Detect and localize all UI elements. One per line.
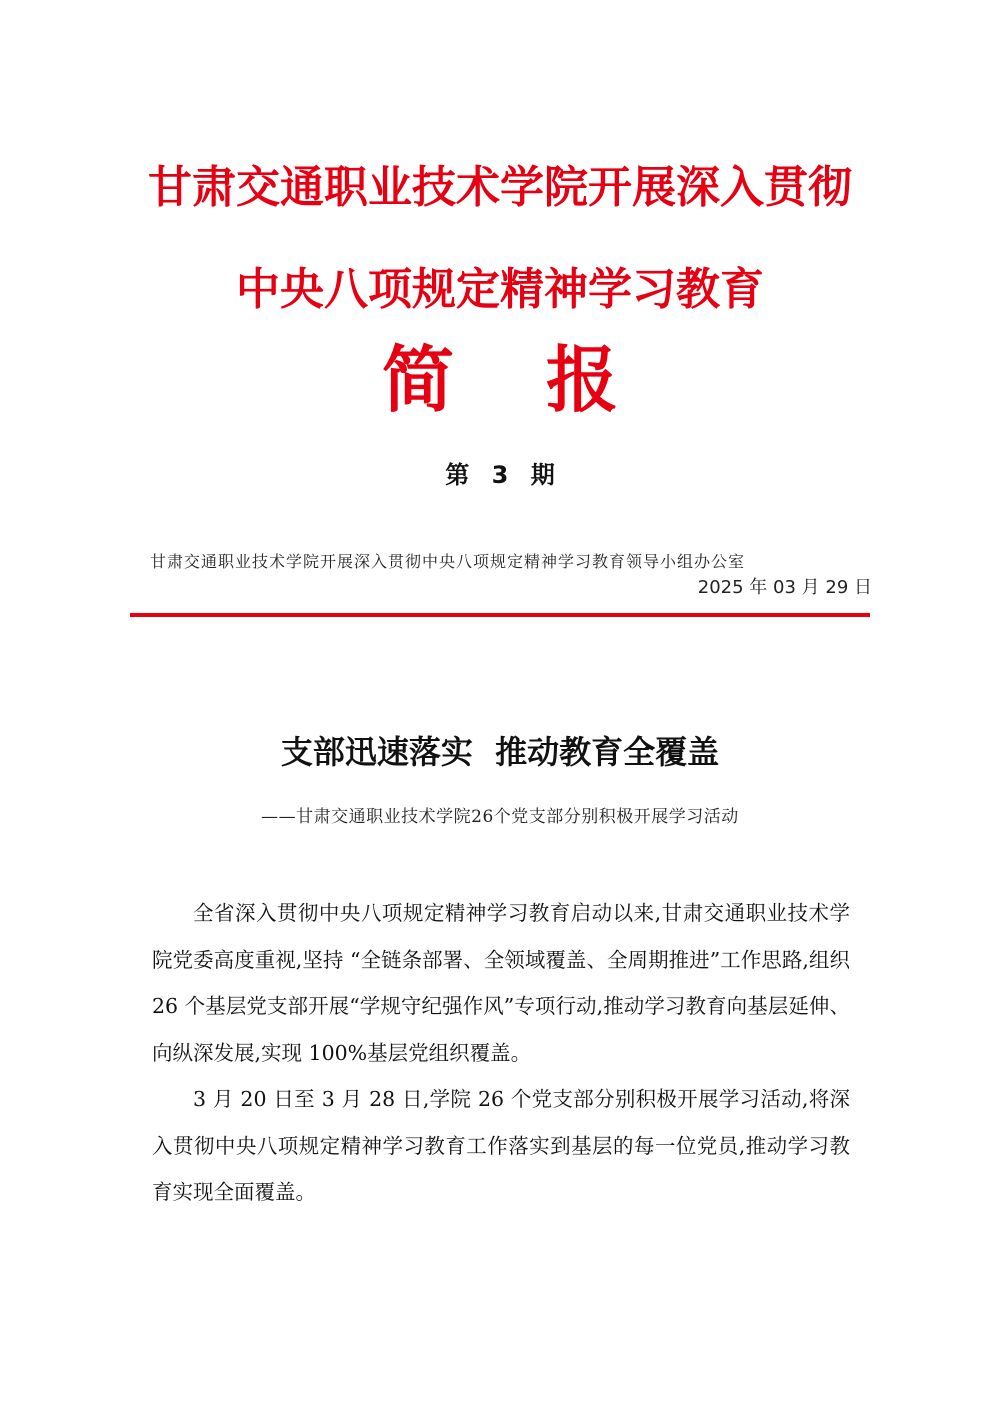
article-title: 支部迅速落实 推动教育全覆盖: [280, 733, 720, 771]
article-body: [152, 890, 850, 1216]
issuer-name: 甘肃交通职业技术学院开展深入贯彻中央八项规定精神学习教育领导小组办公室: [150, 552, 746, 571]
article-subtitle: ——甘肃交通职业技术学院26个党支部分别积极开展学习活动: [261, 807, 739, 827]
masthead-title-line-1: 甘肃交通职业技术学院开展深入贯彻: [148, 162, 852, 213]
issue-date: 2025 年 03 月 29 日: [697, 577, 872, 598]
body-paragraph: 3 月 20 日至 3 月 28 日,学院 26 个党支部分别积极开展学习活动,将深入贯彻中央八项规定精神学习教育工作落实到基层的每一位党员,推动学习教育实现全面覆盖。: [152, 1087, 850, 1204]
masthead-title-line-2: 中央八项规定精神学习教育: [236, 264, 764, 315]
masthead-bulletin-label: 简报: [381, 337, 710, 422]
red-divider-line: [130, 613, 870, 617]
issue-number: 第 3 期: [445, 461, 555, 489]
body-paragraph: 全省深入贯彻中央八项规定精神学习教育启动以来,甘肃交通职业技术学院党委高度重视,坚持 “全链条部署、全领域覆盖、全周期推进”工作思路,组织 26 个基层党支部开展“学规守纪强作风”专项行动,推动学习教育向基层延伸、向纵深发展,实现 100%基层党组织覆盖。: [152, 901, 850, 1065]
